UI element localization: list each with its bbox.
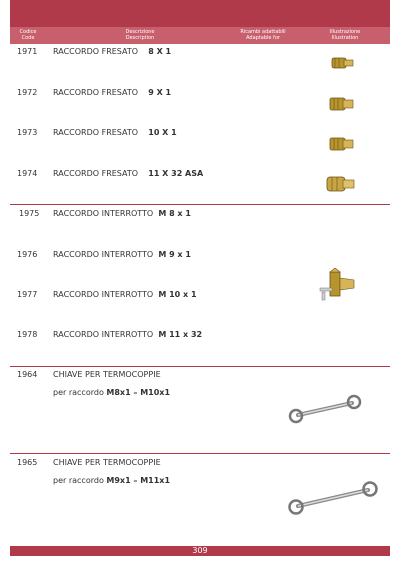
row-code: 1973: [17, 128, 38, 137]
row-size: M 9 x 1: [158, 250, 191, 259]
header-code-it: Codice: [19, 29, 37, 35]
header-code-en: Code: [21, 35, 35, 41]
wrench-image: [286, 394, 366, 424]
header-illus-it: Illustrazione: [329, 29, 361, 35]
row-code: 1974: [17, 169, 38, 178]
header-description: [110, 29, 170, 41]
row-code: 1971: [17, 47, 38, 56]
row-size: 8 X 1: [148, 47, 172, 56]
row-name: RACCORDO FRESATO: [53, 88, 139, 97]
row-description: [53, 388, 170, 397]
row-name: RACCORDO INTERROTTO: [53, 250, 154, 259]
header-spare: [238, 29, 288, 41]
row-prefix: per raccordo: [53, 388, 104, 397]
row-prefix: per raccordo: [53, 476, 104, 485]
header-desc-it: Descrizione: [125, 29, 155, 35]
header-code: [16, 29, 40, 41]
row-name: RACCORDO FRESATO: [53, 128, 139, 137]
row-code: 1978: [17, 330, 38, 339]
row-name: RACCORDO INTERROTTO: [53, 209, 154, 218]
header-spare-en: Adaptable for: [246, 35, 280, 41]
row-description: [53, 250, 191, 259]
header-illus-en: Illustration: [331, 35, 359, 41]
row-description: [53, 476, 170, 485]
page-number: 309: [192, 546, 208, 555]
row-name: CHIAVE PER TERMOCOPPIE: [53, 370, 161, 379]
row-code: 1976: [17, 250, 38, 259]
row-name: RACCORDO FRESATO: [53, 169, 139, 178]
row-size: 11 X 32 ASA: [148, 169, 204, 178]
top-banner: [10, 0, 390, 27]
row-size: M 11 x 32: [158, 330, 203, 339]
page-footer: [10, 546, 390, 556]
row-size: M8x1 – M10x1: [106, 388, 171, 397]
row-size: 10 X 1: [148, 128, 177, 137]
row-size: 9 X 1: [148, 88, 172, 97]
row-code: 1965: [17, 458, 38, 467]
milled-fitting-image: [328, 93, 356, 115]
wrench-image: [286, 480, 382, 516]
row-code: 1964: [17, 370, 38, 379]
milled-fitting-image: [325, 172, 357, 196]
row-description: [53, 209, 191, 218]
row-description: [53, 330, 202, 339]
section-divider: [10, 366, 390, 367]
row-description: [53, 128, 177, 137]
row-name: CHIAVE PER TERMOCOPPIE: [53, 458, 161, 467]
row-description: [53, 88, 171, 97]
row-description: [53, 290, 197, 299]
header-illustration: [320, 29, 370, 41]
section-divider: [10, 453, 390, 454]
milled-fitting-image: [330, 52, 356, 74]
milled-fitting-image: [328, 133, 356, 155]
row-size: M 10 x 1: [158, 290, 197, 299]
interrupted-fitting-image: [316, 268, 360, 302]
row-description: [53, 47, 171, 56]
row-code: 1972: [17, 88, 38, 97]
row-name: RACCORDO INTERROTTO: [53, 330, 154, 339]
row-description: [53, 169, 203, 178]
header-spare-it: Ricambi adattabili: [240, 29, 286, 35]
row-size: M 8 x 1: [158, 209, 191, 218]
row-name: RACCORDO FRESATO: [53, 47, 139, 56]
row-code: 1977: [17, 290, 38, 299]
row-size: M9x1 – M11x1: [106, 476, 171, 485]
row-code: 1975: [19, 209, 40, 218]
header-desc-en: Description: [125, 35, 155, 41]
section-divider: [10, 204, 390, 205]
row-name: RACCORDO INTERROTTO: [53, 290, 154, 299]
